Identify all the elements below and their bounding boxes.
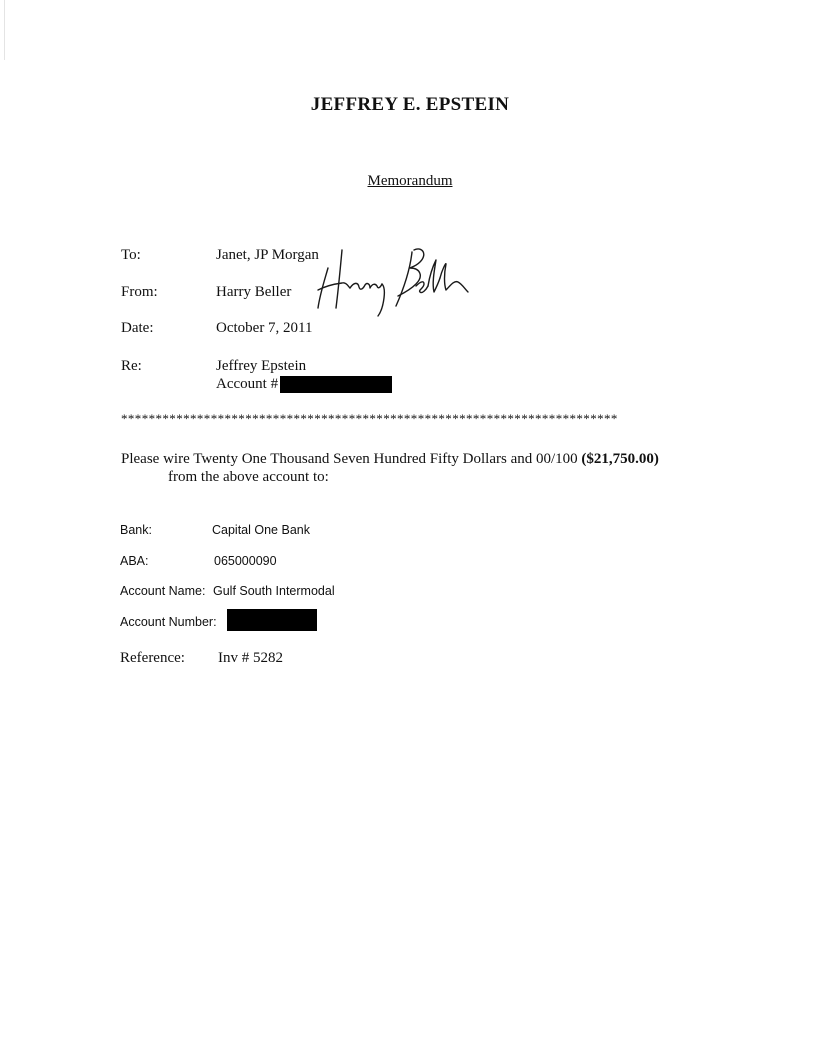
memo-title: Memorandum	[367, 173, 453, 189]
account-name-label: Account Name:	[120, 584, 206, 598]
re-value-line1: Jeffrey Epstein	[216, 358, 307, 374]
bank-label: Bank:	[120, 523, 152, 537]
instruction-line2: from the above account to:	[168, 469, 329, 485]
aba-label: ABA:	[120, 554, 149, 568]
from-value: Harry Beller	[216, 284, 292, 300]
re-value-line2: Account #	[216, 376, 279, 392]
date-value: October 7, 2011	[216, 320, 313, 336]
account-number-label: Account Number:	[120, 615, 217, 629]
to-value: Janet, JP Morgan	[216, 247, 319, 263]
bank-value: Capital One Bank	[212, 523, 310, 537]
reference-value: Inv # 5282	[218, 650, 283, 666]
instruction-amount: ($21,750.00)	[581, 451, 659, 467]
instruction-text: Please wire Twenty One Thousand Seven Hundred Fifty Dollars and 00/100	[121, 451, 582, 467]
handwritten-signature	[312, 242, 472, 320]
scan-edge-line	[4, 0, 5, 60]
reference-label: Reference:	[120, 650, 185, 666]
redaction-bar-account	[280, 376, 392, 393]
re-label: Re:	[121, 358, 142, 374]
from-label: From:	[121, 284, 158, 300]
to-label: To:	[121, 247, 141, 263]
redaction-bar-account-number	[227, 609, 317, 631]
account-name-value: Gulf South Intermodal	[213, 584, 335, 598]
date-label: Date:	[121, 320, 154, 336]
wire-instruction	[121, 450, 711, 486]
aba-value: 065000090	[214, 554, 277, 568]
letterhead: JEFFREY E. EPSTEIN	[310, 94, 510, 115]
separator-line: ************************************************************************	[121, 411, 618, 426]
